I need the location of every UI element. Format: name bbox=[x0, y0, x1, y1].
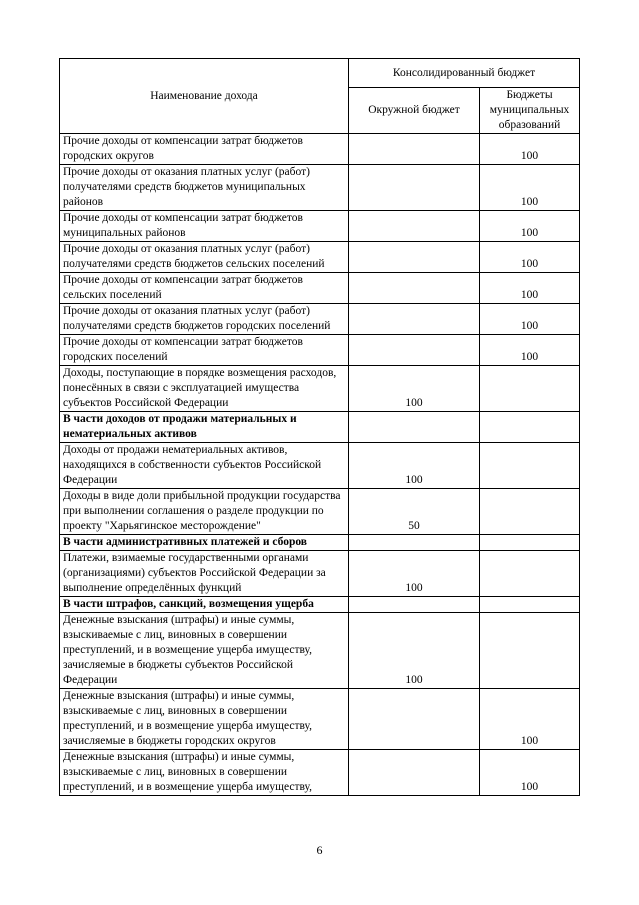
section-row bbox=[60, 412, 580, 443]
municipal-value-cell: 100 bbox=[480, 273, 580, 304]
municipal-value-cell: 100 bbox=[480, 211, 580, 242]
table-row bbox=[60, 489, 580, 535]
table-row bbox=[60, 613, 580, 689]
section-title-cell: В части административных платежей и сборов bbox=[60, 535, 349, 551]
section-row bbox=[60, 597, 580, 613]
municipal-value-cell bbox=[480, 551, 580, 597]
municipal-value-cell bbox=[480, 412, 580, 443]
municipal-value-cell: 100 bbox=[480, 242, 580, 273]
municipal-value-cell bbox=[480, 489, 580, 535]
table-row bbox=[60, 273, 580, 304]
income-name-cell: Доходы в виде доли прибыльной продукции государства при выполнении соглашения о разделе продукции по проекту "Харьягинское месторождение" bbox=[60, 489, 349, 535]
okrug-value-cell bbox=[349, 335, 480, 366]
okrug-value-cell: 50 bbox=[349, 489, 480, 535]
okrug-value-cell bbox=[349, 750, 480, 796]
okrug-value-cell: 100 bbox=[349, 551, 480, 597]
okrug-value-cell: 100 bbox=[349, 443, 480, 489]
income-distribution-table bbox=[59, 58, 580, 796]
income-name-cell: Прочие доходы от оказания платных услуг (работ) получателями средств бюджетов сельских поселений bbox=[60, 242, 349, 273]
income-name-cell: Прочие доходы от компенсации затрат бюджетов муниципальных районов bbox=[60, 211, 349, 242]
municipal-value-cell bbox=[480, 613, 580, 689]
municipal-value-cell bbox=[480, 443, 580, 489]
table-row bbox=[60, 750, 580, 796]
okrug-value-cell: 100 bbox=[349, 366, 480, 412]
municipal-value-cell: 100 bbox=[480, 750, 580, 796]
okrug-value-cell bbox=[349, 165, 480, 211]
table-row bbox=[60, 689, 580, 750]
section-row bbox=[60, 535, 580, 551]
okrug-value-cell bbox=[349, 597, 480, 613]
income-name-cell: Денежные взыскания (штрафы) и иные суммы, взыскиваемые с лиц, виновных в совершении преступлений, и в возмещение ущерба имуществу, зачисляемые в бюджеты городских округов bbox=[60, 689, 349, 750]
okrug-value-cell bbox=[349, 535, 480, 551]
header-municipal-budgets: Бюджеты муниципальных образований bbox=[480, 88, 580, 134]
okrug-value-cell bbox=[349, 273, 480, 304]
municipal-value-cell bbox=[480, 597, 580, 613]
okrug-value-cell bbox=[349, 689, 480, 750]
municipal-value-cell: 100 bbox=[480, 165, 580, 211]
income-name-cell: Прочие доходы от оказания платных услуг (работ) получателями средств бюджетов городских поселений bbox=[60, 304, 349, 335]
municipal-value-cell bbox=[480, 366, 580, 412]
income-name-cell: Доходы, поступающие в порядке возмещения расходов, понесённых в связи с эксплуатацией имущества субъектов Российской Федерации bbox=[60, 366, 349, 412]
income-name-cell: Доходы от продажи нематериальных активов, находящихся в собственности субъектов Российской Федерации bbox=[60, 443, 349, 489]
okrug-value-cell bbox=[349, 211, 480, 242]
table-row bbox=[60, 304, 580, 335]
table-row bbox=[60, 366, 580, 412]
table-row bbox=[60, 242, 580, 273]
municipal-value-cell: 100 bbox=[480, 134, 580, 165]
okrug-value-cell bbox=[349, 134, 480, 165]
table-row bbox=[60, 551, 580, 597]
section-title-cell: В части штрафов, санкций, возмещения ущерба bbox=[60, 597, 349, 613]
header-consolidated-budget: Консолидированный бюджет bbox=[349, 59, 580, 88]
okrug-value-cell bbox=[349, 242, 480, 273]
table-row bbox=[60, 165, 580, 211]
income-name-cell: Прочие доходы от оказания платных услуг (работ) получателями средств бюджетов муниципальных районов bbox=[60, 165, 349, 211]
header-income-name: Наименование дохода bbox=[60, 59, 349, 134]
income-name-cell: Прочие доходы от компенсации затрат бюджетов сельских поселений bbox=[60, 273, 349, 304]
income-name-cell: Денежные взыскания (штрафы) и иные суммы, взыскиваемые с лиц, виновных в совершении преступлений, и в возмещение ущерба имуществу, bbox=[60, 750, 349, 796]
table-row bbox=[60, 443, 580, 489]
municipal-value-cell: 100 bbox=[480, 689, 580, 750]
income-name-cell: Платежи, взимаемые государственными органами (организациями) субъектов Российской Федерации за выполнение определённых функций bbox=[60, 551, 349, 597]
table-row bbox=[60, 335, 580, 366]
municipal-value-cell: 100 bbox=[480, 335, 580, 366]
okrug-value-cell bbox=[349, 304, 480, 335]
table-row bbox=[60, 134, 580, 165]
municipal-value-cell: 100 bbox=[480, 304, 580, 335]
header-okrug-budget: Окружной бюджет bbox=[349, 88, 480, 134]
income-name-cell: Прочие доходы от компенсации затрат бюджетов городских поселений bbox=[60, 335, 349, 366]
okrug-value-cell: 100 bbox=[349, 613, 480, 689]
section-title-cell: В части доходов от продажи материальных и нематериальных активов bbox=[60, 412, 349, 443]
table-row bbox=[60, 211, 580, 242]
page-number: 6 bbox=[316, 843, 323, 857]
income-name-cell: Денежные взыскания (штрафы) и иные суммы, взыскиваемые с лиц, виновных в совершении преступлений, и в возмещение ущерба имуществу, зачисляемые в бюджеты субъектов Российской Федерации bbox=[60, 613, 349, 689]
municipal-value-cell bbox=[480, 535, 580, 551]
income-name-cell: Прочие доходы от компенсации затрат бюджетов городских округов bbox=[60, 134, 349, 165]
okrug-value-cell bbox=[349, 412, 480, 443]
